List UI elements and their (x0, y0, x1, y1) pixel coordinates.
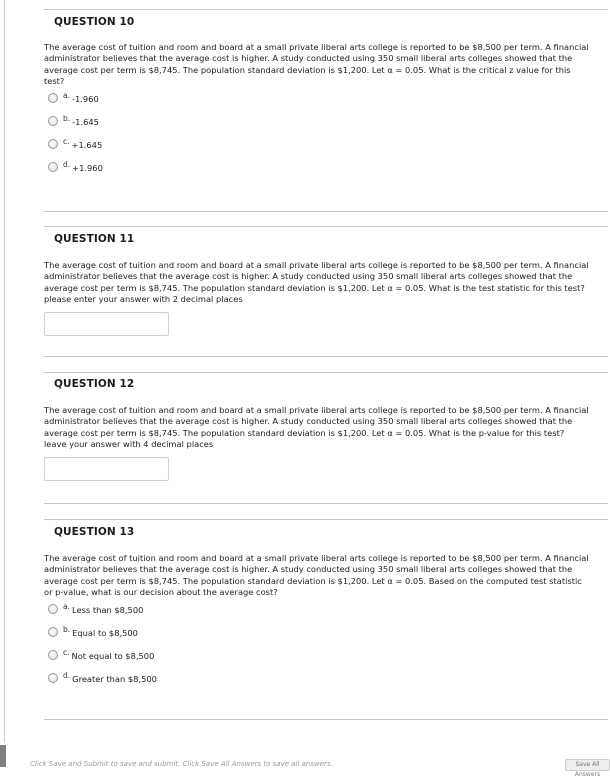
option-d[interactable] (44, 671, 589, 694)
question-text: The average cost of tuition and room and board at a small private liberal arts college is reported to be $8,500 per term. A financial administrator believes that the average cost is higher. A study conducted using 350 small liberal arts colleges showed that the average cost per term is $8,745. The population standard deviation is $1,200. Let α = 0.05. Based on the computed test statistic or p-value, what is our decision about the average cost? (44, 553, 589, 597)
radio-button[interactable] (48, 650, 58, 660)
option-a[interactable] (44, 602, 589, 625)
option-a[interactable] (44, 91, 589, 114)
option-letter: c. (63, 137, 70, 147)
answer-input[interactable] (44, 312, 169, 336)
option-letter: d. (63, 671, 71, 681)
footer-edge (0, 745, 6, 767)
option-label: -1.960 (71, 94, 99, 105)
question-title: QUESTION 12 (54, 378, 135, 390)
radio-button[interactable] (48, 93, 58, 103)
divider (44, 9, 608, 10)
option-letter: d. (63, 160, 71, 170)
left-border (4, 0, 5, 767)
option-list (44, 602, 589, 694)
radio-button[interactable] (48, 627, 58, 637)
question-title: QUESTION 11 (54, 233, 135, 245)
divider (44, 519, 608, 520)
option-list (44, 91, 589, 183)
divider (44, 503, 608, 504)
option-label: Not equal to $8,500 (71, 651, 155, 662)
option-d[interactable] (44, 160, 589, 183)
question-title: QUESTION 10 (54, 16, 135, 28)
option-label: -1.645 (72, 117, 99, 128)
option-b[interactable] (44, 114, 589, 137)
option-letter: a. (63, 602, 70, 612)
question-text: The average cost of tuition and room and board at a small private liberal arts college is reported to be $8,500 per term. A financial administrator believes that the average cost is higher. A study conducted using 350 small liberal arts colleges showed that the average cost per term is $8,745. The population standard deviation is $1,200. Let α = 0.05. What is the p-value for this test? leave your answer with 4 decimal places (44, 405, 589, 449)
radio-button[interactable] (48, 162, 58, 172)
question-text: The average cost of tuition and room and board at a small private liberal arts college is reported to be $8,500 per term. A financial administrator believes that the average cost is higher. A study conducted using 350 small liberal arts colleges showed that the average cost per term is $8,745. The population standard deviation is $1,200. Let α = 0.05. What is the critical z value for this test? (44, 42, 589, 86)
option-label: Equal to $8,500 (72, 628, 138, 639)
option-letter: b. (63, 625, 71, 635)
option-b[interactable] (44, 625, 589, 648)
option-c[interactable] (44, 137, 589, 160)
radio-button[interactable] (48, 139, 58, 149)
radio-button[interactable] (48, 604, 58, 614)
option-letter: a. (63, 91, 70, 101)
option-letter: c. (63, 648, 70, 658)
question-13 (44, 526, 589, 694)
divider (44, 719, 608, 720)
save-all-answers-button[interactable]: Save All Answers (565, 759, 610, 771)
question-text: The average cost of tuition and room and board at a small private liberal arts college is reported to be $8,500 per term. A financial administrator believes that the average cost is higher. A study conducted using 350 small liberal arts colleges showed that the average cost per term is $8,745. The population standard deviation is $1,200. Let α = 0.05. What is the test statistic for this test? please enter your answer with 2 decimal places (44, 260, 589, 304)
option-label: +1.645 (71, 140, 103, 151)
option-label: Less than $8,500 (71, 605, 144, 616)
option-c[interactable] (44, 648, 589, 671)
option-label: +1.960 (72, 163, 103, 174)
divider (44, 211, 608, 212)
question-12 (44, 378, 589, 481)
option-letter: b. (63, 114, 71, 124)
question-11 (44, 233, 589, 336)
question-10 (44, 16, 589, 183)
divider (44, 226, 608, 227)
option-label: Greater than $8,500 (72, 674, 157, 685)
radio-button[interactable] (48, 673, 58, 683)
answer-input[interactable] (44, 457, 169, 481)
footer-instruction: Click Save and Submit to save and submit. Click Save All Answers to save all answers. (30, 760, 333, 768)
radio-button[interactable] (48, 116, 58, 126)
question-title: QUESTION 13 (54, 526, 135, 538)
divider (44, 372, 608, 373)
divider (44, 356, 608, 357)
